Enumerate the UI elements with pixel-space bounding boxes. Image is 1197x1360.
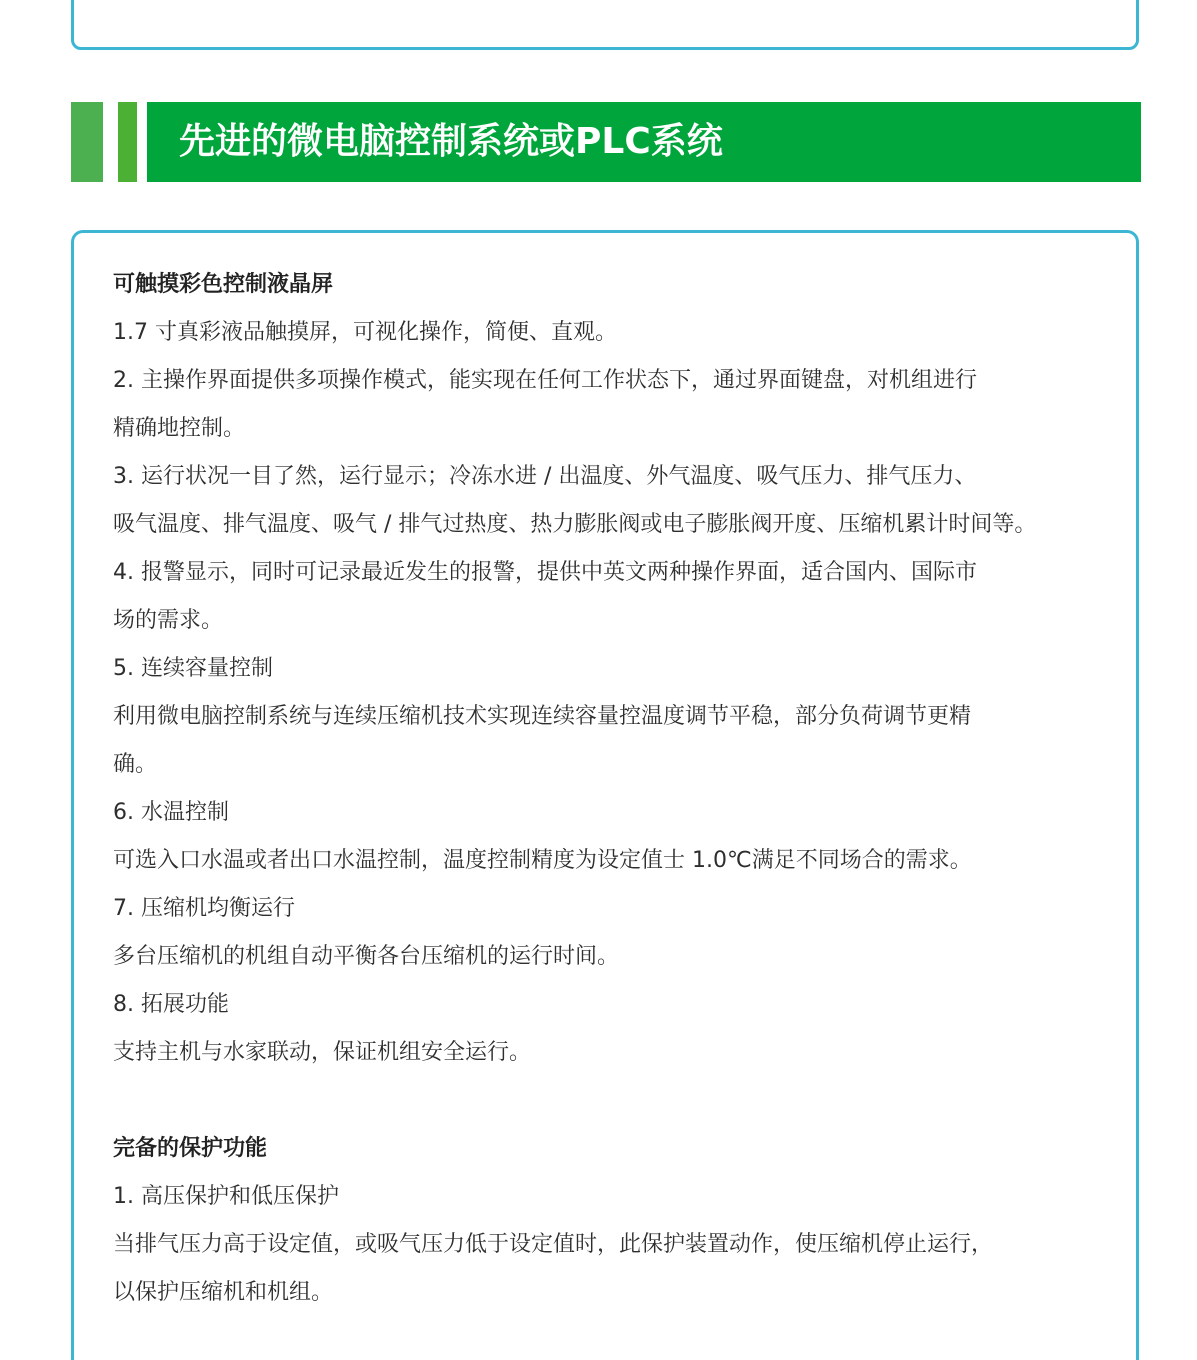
feature-line: 场的需求。 <box>113 608 224 633</box>
feature-line: 3. 运行状况一目了然，运行显示；冷冻水进 / 出温度、外气温度、吸气压力、排气压力、 <box>113 464 977 489</box>
header-accent-bar-2 <box>118 102 137 182</box>
feature-line: 精确地控制。 <box>113 416 246 441</box>
section-title: 先进的微电脑控制系统或PLC系统 <box>179 121 723 162</box>
feature-line: 4. 报警显示，同时可记录最近发生的报警，提供中英文两种操作界面，适合国内、国际市 <box>113 560 977 585</box>
feature-line: 7. 压缩机均衡运行 <box>113 896 295 921</box>
header-title-bar <box>147 102 1141 182</box>
previous-content-box <box>71 0 1139 50</box>
feature-line: 利用微电脑控制系统与连续压缩机技术实现连续容量控温度调节平稳，部分负荷调节更精 <box>113 704 972 729</box>
feature-line: 支持主机与水家联动，保证机组安全运行。 <box>113 1040 532 1065</box>
feature-line: 可选入口水温或者出口水温控制，温度控制精度为设定值士 1.0℃满足不同场合的需求。 <box>113 848 972 873</box>
feature-line: 8. 拓展功能 <box>113 992 229 1017</box>
feature-line: 2. 主操作界面提供多项操作模式，能实现在任何工作状态下，通过界面键盘，对机组进行 <box>113 368 977 393</box>
feature-line: 6. 水温控制 <box>113 800 229 825</box>
feature-content <box>113 261 1113 1317</box>
feature-line: 以保护压缩机和机组。 <box>113 1280 334 1305</box>
feature-line: 1.7 寸真彩液品触摸屏，可视化操作，简便、直观。 <box>113 320 617 345</box>
feature-line: 确。 <box>113 752 158 777</box>
header-accent-bar-1 <box>71 102 103 182</box>
feature-line: 多台压缩机的机组自动平衡各台压缩机的运行时间。 <box>113 944 620 969</box>
feature-line: 1. 高压保护和低压保护 <box>113 1184 339 1209</box>
feature-line: 5. 连续容量控制 <box>113 656 273 681</box>
section-header <box>0 102 1197 182</box>
feature-line: 当排气压力高于设定值，或吸气压力低于设定值时，此保护装置动作，使压缩机停止运行， <box>113 1232 994 1257</box>
feature-line: 吸气温度、排气温度、吸气 / 排气过热度、热力膨胀阀或电子膨胀阀开度、压缩机累计时间等。 <box>113 512 1037 537</box>
subsection-heading-touchscreen: 可触摸彩色控制液晶屏 <box>113 272 334 297</box>
spacer <box>113 1077 1113 1125</box>
subsection-heading-protection: 完备的保护功能 <box>113 1136 268 1161</box>
